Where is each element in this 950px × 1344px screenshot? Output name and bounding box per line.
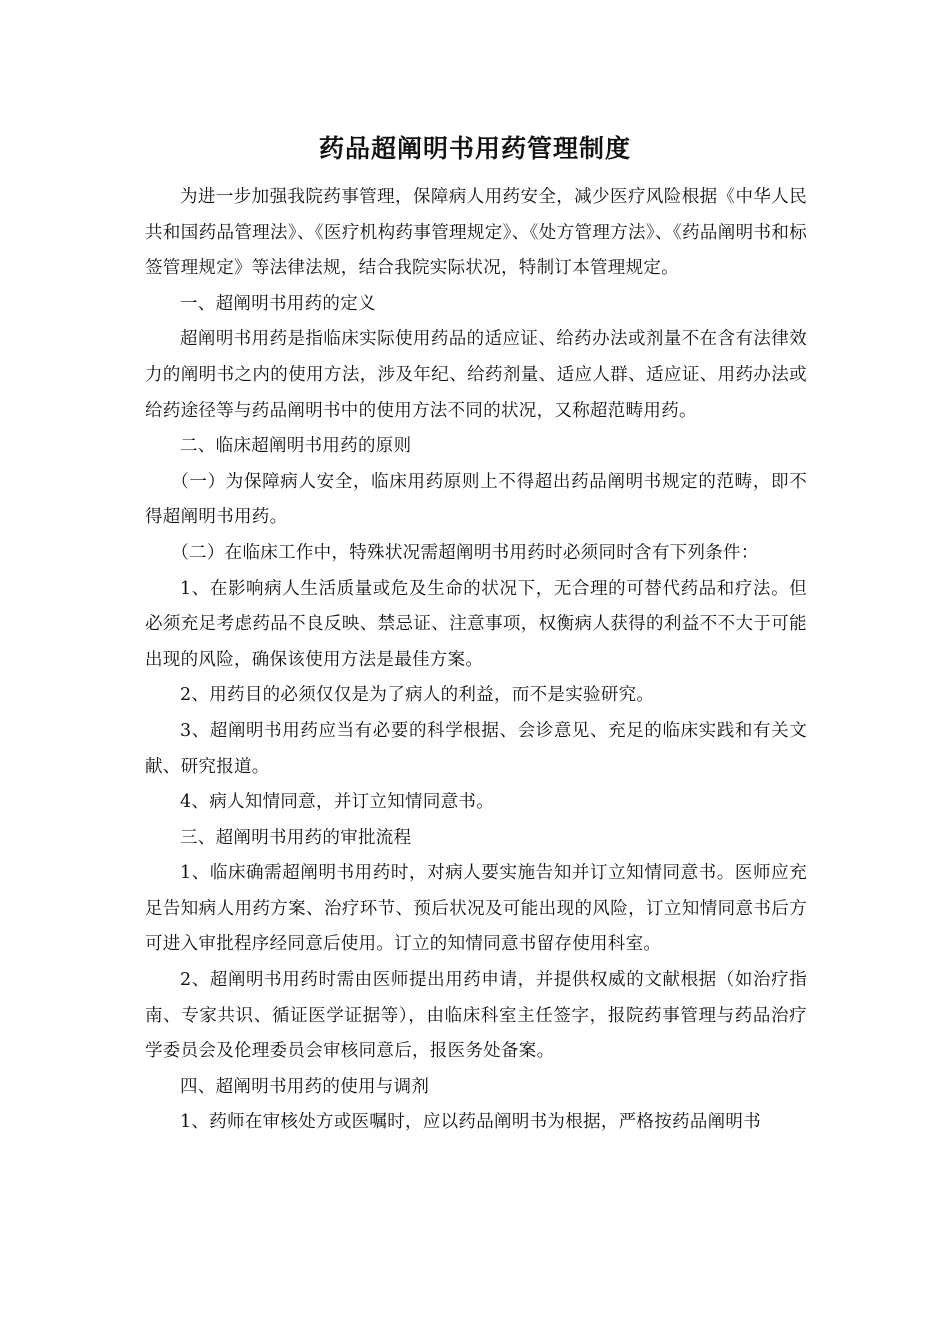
definition-paragraph: 超阐明书用药是指临床实际使用药品的适应证、给药办法或剂量不在含有法律效力的阐明书之内的使用方法，涉及年纪、给药剂量、适应人群、适应证、用药办法或给药途径等与药品阐明书中的使用方法不同的状况，又称超范畴用药。 (145, 329, 807, 421)
condition-item-2: 2、用药目的必须仅仅是为了病人的利益，而不是实验研究。 (180, 685, 655, 706)
section-heading-principles: 二、临床超阐明书用药的原则 (180, 436, 412, 457)
principle-paragraph-1: （一）为保障病人安全，临床用药原则上不得超出药品阐明书规定的范畴，即不得超阐明书用药。 (145, 471, 807, 528)
condition-item-3: 3、超阐明书用药应当有必要的科学根据、会诊意见、充足的临床实践和有关文献、研究报道。 (145, 720, 807, 777)
section-heading-definition: 一、超阐明书用药的定义 (180, 293, 376, 314)
document-body (145, 180, 807, 1141)
condition-item-4: 4、病人知情同意，并订立知情同意书。 (180, 792, 495, 813)
principle-paragraph-2: （二）在临床工作中，特殊状况需超阐明书用药时必须同时含有下列条件： (171, 542, 759, 563)
approval-item-1: 1、临床确需超阐明书用药时，对病人要实施告知并订立知情同意书。医师应充足告知病人用药方案、治疗环节、预后状况及可能出现的风险，订立知情同意书后方可进入审批程序经同意后使用。订立的知情同意书留存使用科室。 (145, 863, 807, 955)
document-title: 药品超阐明书用药管理制度 (318, 134, 631, 163)
section-heading-approval: 三、超阐明书用药的审批流程 (180, 827, 412, 848)
dispensing-item-1: 1、药师在审核处方或医嘱时，应以药品阐明书为根据，严格按药品阐明书 (180, 1112, 762, 1133)
condition-item-1: 1、在影响病人生活质量或危及生命的状况下，无合理的可替代药品和疗法。但必须充足考虑药品不良反映、禁忌证、注意事项，权衡病人获得的利益不不大于可能出现的风险，确保该使用方法是最佳方案。 (145, 578, 807, 670)
section-heading-dispensing: 四、超阐明书用药的使用与调剂 (180, 1076, 430, 1097)
intro-paragraph: 为进一步加强我院药事管理，保障病人用药安全，减少医疗风险根据《中华人民共和国药品管理法》、《医疗机构药事管理规定》、《处方管理方法》、《药品阐明书和标签管理规定》等法律法规，结合我院实际状况，特制订本管理规定。 (145, 187, 807, 279)
approval-item-2: 2、超阐明书用药时需由医师提出用药申请，并提供权威的文献根据（如治疗指南、专家共识、循证医学证据等），由临床科室主任签字，报院药事管理与药品治疗学委员会及伦理委员会审核同意后，报医务处备案。 (145, 970, 807, 1062)
